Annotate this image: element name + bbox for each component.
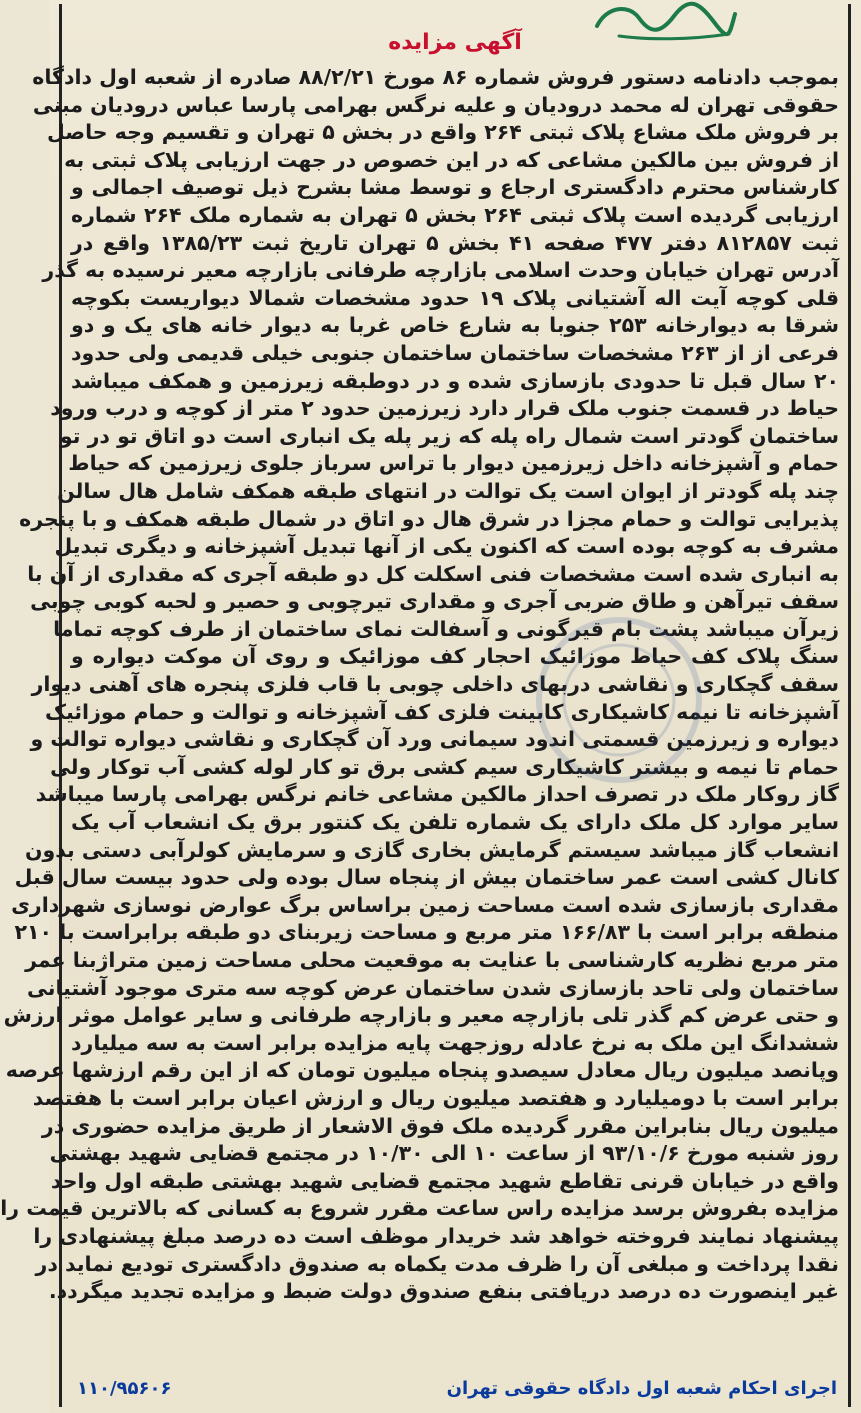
notice-line: متر مربع نظریه کارشناسی با عنایت به موقعیت محلی مساحت زمین متراژبنا عمر xyxy=(25,948,839,972)
notice-line: بر فروش ملک مشاع پلاک ثبتی ۲۶۴ واقع در بخش ۵ تهران و تقسیم وجه حاصل xyxy=(46,120,839,145)
notice-line: زیرآن میباشد پشت بام قیرگونی و آسفالت نمای ساختمان از طرف کوچه تماما xyxy=(53,616,839,641)
notice-line: مقداری بازسازی شده است مساحت زمین براساس برگ عوارض نوسازی شهرداری xyxy=(11,892,839,917)
notice-line: ۲۰ سال قبل تا حدودی بازسازی شده و در دوطبقه زیرزمین و همکف میباشد xyxy=(71,368,839,393)
notice-line: گاز روکار ملک در تصرف احداز مالکین مشاعی خانم نرگس بهرامی پارسا میباشد xyxy=(35,782,839,807)
notice-line: شرقا به دیوارخانه ۲۵۳ جنوبا به شارع خاص غربا به دیوار خانه های یک و دو xyxy=(71,313,839,338)
notice-line: ساختمان گودتر است شمال راه پله که زیر پله یک انباری است دو اتاق تو در تو xyxy=(59,423,839,448)
notice-line: آدرس تهران خیابان وحدت اسلامی بازارچه طرفانی بازارچه معیر نرسیده به گذر xyxy=(42,258,839,283)
notice-line: فرعی از از ۲۶۳ مشخصات ساختمان ساختمان جنوبی خیلی قدیمی ولی حدود xyxy=(71,340,839,365)
notice-line: سنگ پلاک کف حیاط موزائیک احجار کف موزائیک و روی آن موکت دیواره و xyxy=(71,644,839,669)
notice-line: وپانصد میلیون ریال معادل سیصدو پنجاه میلیون تومان که از این رقم ارزشها عرصه xyxy=(5,1058,839,1083)
notice-line: بموجب دادنامه دستور فروش شماره ۸۶ مورخ ۸۸/۲/۲۱ صادره از شعبه اول دادگاه xyxy=(32,65,839,89)
notice-line: حقوقی تهران له محمد درودیان و علیه نرگس بهرامی پارسا عباس درودیان مبنی xyxy=(32,92,839,117)
notice-line: ارزیابی گردیده است پلاک ثبتی ۲۶۴ بخش ۵ تهران به شماره ملک ۲۶۴ شماره xyxy=(71,202,839,227)
notice-line: سایر موارد کل ملک دارای یک شماره تلفن یک کنتور برق یک انشعاب آب یک xyxy=(71,810,839,835)
notice-line: چند پله گودتر از ایوان است یک توالت در انتهای طبقه همکف شامل هال سالن xyxy=(57,478,839,503)
notice-line: کارشناس محترم دادگستری ارجاع و توسط مشا بشرح ذیل توصیف اجمالی و xyxy=(71,175,839,200)
notice-title: آگهی مزایده xyxy=(388,30,522,55)
notice-line: برابر است با دومیلیارد و هفتصد میلیون ریال و ارزش اعیان برابر است با هفتصد xyxy=(32,1085,839,1110)
notice-line: کانال کشی است عمر ساختمان بیش از پنجاه سال بوده ولی حدود بیست سال قبل xyxy=(14,865,839,890)
reference-number: ۱۱۰/۹۵۶۰۶ xyxy=(77,1377,172,1399)
notice-line: میلیون ریال بنابراین مقرر گردیده ملک فوق الاشعار از طریق مزایده حضوری در xyxy=(41,1113,839,1138)
notice-line: دیواره و زیرزمین قسمتی اندود سیمانی ورد آن گچکاری و نقاشی دیواره توالت و xyxy=(30,727,839,752)
notice-line: سقف گچکاری و نقاشی دربهای داخلی چوبی با قاب فلزی پنجره های آهنی دیوار xyxy=(31,672,839,697)
court-signature: اجرای احکام شعبه اول دادگاه حقوقی تهران xyxy=(446,1377,837,1399)
notice-line: به انباری شده است مشخصات فنی اسکلت کل دو طبقه آجری که مقداری از آن با xyxy=(27,561,839,586)
notice-line: آشپزخانه تا نیمه کاشیکاری کابینت فلزی کف آشپزخانه و توالت و حمام موزائیک xyxy=(44,699,839,724)
notice-line: حیاط در قسمت جنوب ملک قرار دارد زیرزمین حدود ۲ متر از کوچه و درب ورود xyxy=(50,396,839,421)
notice-line: مزایده بفروش برسد مزایده راس ساعت مقرر شروع به کسانی که بالاترین قیمت را xyxy=(0,1196,839,1221)
notice-line: غیر اینصورت ده درصد دریافتی بنفع صندوق دولت ضبط و مزایده تجدید میگردد. xyxy=(48,1279,839,1304)
notice-footer xyxy=(77,1373,837,1403)
notice-line: حمام تا نیمه و بیشتر کاشیکاری سیم کشی برق تو کار لوله کشی آب توکار ولی xyxy=(50,754,839,779)
notice-line: انشعاب گاز میباشد سیستم گرمایش بخاری گازی و سرمایش کولرآبی دستی بدون xyxy=(24,837,839,862)
notice-line: پیشنهاد نمایند فروخته خواهد شد خریدار موظف است ده درصد مبلغ پیشنهادی را xyxy=(33,1223,839,1248)
notice-line: پذیرایی توالت و حمام مجزا در شرق هال دو اتاق در شمال طبقه همکف و با پنجره xyxy=(19,506,839,531)
notice-line: روز شنبه مورخ ۹۳/۱۰/۶ از ساعت ۱۰ الی ۱۰/۳۰ در مجتمع قضایی شهید بهشتی xyxy=(49,1141,839,1166)
notice-line: ثبت ۸۱۲۸۵۷ دفتر ۴۷۷ صفحه ۴۱ بخش ۵ تهران تاریخ ثبت ۱۳۸۵/۲۳ واقع در xyxy=(71,230,840,255)
notice-line: قلی کوچه آیت اله آشتیانی پلاک ۱۹ حدود مشخصات شمالا دیواریست بکوچه xyxy=(71,285,839,310)
notice-line: سقف تیرآهن و طاق ضربی آجری و مقداری تیرچوبی و حصیر و لحبه کوبی چوبی xyxy=(30,589,839,614)
notice-body xyxy=(0,64,840,1364)
notice-line: ششدانگ این ملک به نرخ عادله روزجهت پایه مزایده برابر است به سه میلیارد xyxy=(71,1030,839,1055)
notice-line: نقدا پرداخت و مبلغی آن را ظرف مدت یکماه به صندوق دادگستری تودیع نماید در xyxy=(35,1251,839,1276)
notice-line: ساختمان ولی تاحد بازسازی شدن ساختمان عرض کوچه سه متری موجود آشتیانی xyxy=(27,975,839,1000)
notice-line: و حتی عرض کم گذر تلی بازارچه معیر و بازارچه طرفانی و سایر عوامل موثر ارزش xyxy=(3,1003,839,1028)
notice-line: واقع در خیابان قرنی تقاطع شهید مجتمع قضایی شهید بهشتی طبقه اول واحد xyxy=(50,1168,839,1193)
notice-line: حمام و آشپزخانه داخل زیرزمین دیوار با تراس سرباز جلوی زیرزمین که حیاط xyxy=(68,451,839,476)
notice-line: منطقه برابر است با ۱۶۶/۸۳ متر مربع و مساحت زیربنای دو طبقه برابراست با ۲۱۰ xyxy=(14,920,839,945)
notice-line: از فروش بین مالکین مشاعی که در این خصوص در جهت ارزیابی پلاک ثبتی به xyxy=(64,147,839,172)
notice-line: مشرف به کوچه بوده است که اکنون یکی از آنها تبدیل آشپزخانه و دیگری تبدیل xyxy=(54,534,839,559)
